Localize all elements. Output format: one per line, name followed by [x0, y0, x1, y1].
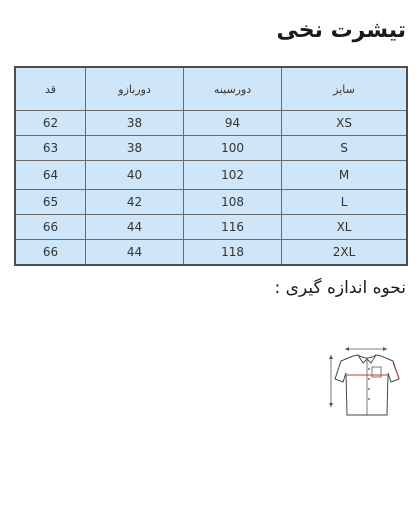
- cell-size: XL: [282, 215, 407, 240]
- header-length: قد: [15, 67, 86, 111]
- cell-length: 66: [15, 215, 86, 240]
- shirt-measurement-icon: [325, 345, 415, 425]
- table-row: [15, 161, 407, 190]
- cell-length: 65: [15, 190, 86, 215]
- cell-length: 64: [15, 161, 86, 190]
- table-row: [15, 136, 407, 161]
- measurement-heading: نحوه اندازه گیری :: [274, 278, 406, 298]
- table-header-row: [15, 67, 407, 111]
- cell-chest: 102: [184, 161, 282, 190]
- cell-sleeve: 40: [86, 161, 184, 190]
- cell-chest: 100: [184, 136, 282, 161]
- cell-sleeve: 44: [86, 215, 184, 240]
- table-row: [15, 111, 407, 136]
- cell-sleeve: 42: [86, 190, 184, 215]
- table-row: [15, 240, 407, 266]
- header-size: سایز: [282, 67, 407, 111]
- table-row: [15, 215, 407, 240]
- cell-chest: 108: [184, 190, 282, 215]
- header-sleeve: دوربازو: [86, 67, 184, 111]
- cell-chest: 118: [184, 240, 282, 266]
- cell-size: S: [282, 136, 407, 161]
- cell-sleeve: 38: [86, 136, 184, 161]
- header-chest: دورسینه: [184, 67, 282, 111]
- page-title: تیشرت نخی: [276, 18, 406, 43]
- cell-size: L: [282, 190, 407, 215]
- cell-sleeve: 38: [86, 111, 184, 136]
- cell-length: 63: [15, 136, 86, 161]
- cell-length: 62: [15, 111, 86, 136]
- cell-chest: 94: [184, 111, 282, 136]
- cell-sleeve: 44: [86, 240, 184, 266]
- size-chart-table: [14, 66, 408, 266]
- cell-length: 66: [15, 240, 86, 266]
- cell-chest: 116: [184, 215, 282, 240]
- table-row: [15, 190, 407, 215]
- cell-size: XS: [282, 111, 407, 136]
- cell-size: 2XL: [282, 240, 407, 266]
- cell-size: M: [282, 161, 407, 190]
